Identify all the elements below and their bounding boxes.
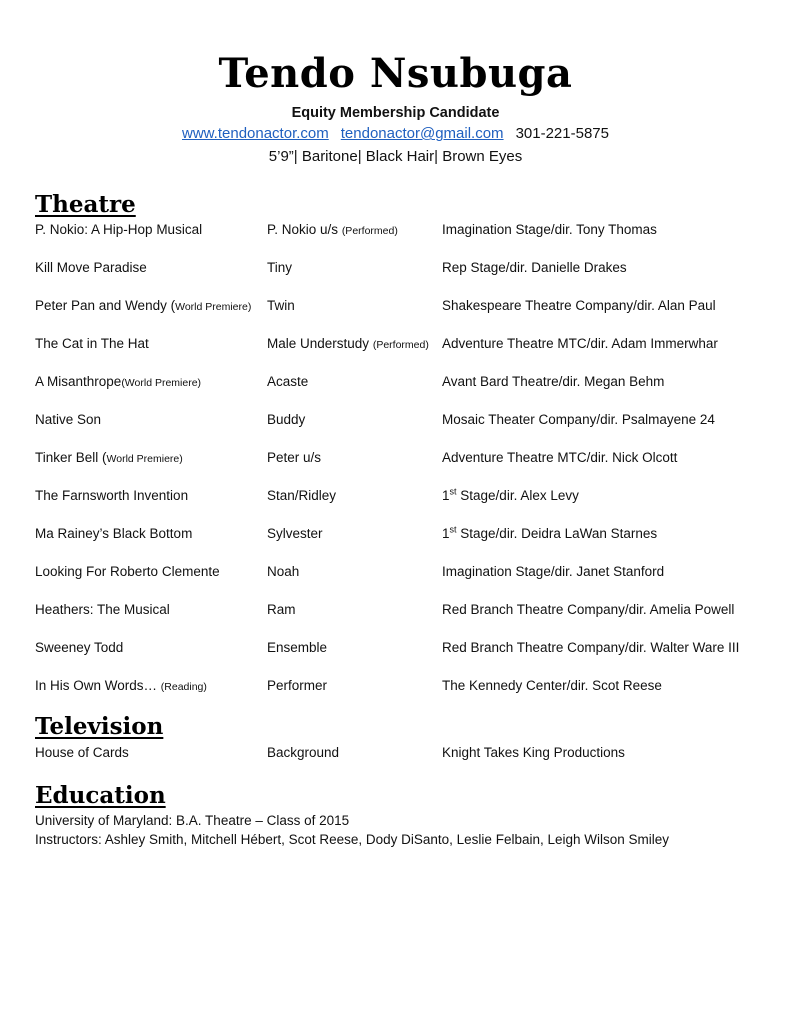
actor-name: Tendo Nsubuga: [218, 50, 573, 97]
show-name: The Farnsworth Invention: [35, 488, 189, 503]
role-name: Twin: [267, 298, 295, 313]
education-degree: University of Maryland: B.A. Theatre – Class of 2015: [35, 813, 350, 828]
venue: [442, 600, 734, 620]
role-name: Buddy: [267, 412, 306, 427]
role-note: (Performed): [341, 225, 398, 237]
phone-number: 301-221-5875: [515, 125, 609, 142]
venue-name: Avant Bard Theatre/dir. Megan Behm: [442, 374, 665, 389]
credit-row: [0, 372, 791, 392]
show-title: [35, 448, 183, 469]
venue: Knight Takes King Productions: [442, 745, 625, 760]
credit-row: [0, 296, 791, 316]
show-title: [35, 676, 207, 697]
venue-name: Stage/dir. Deidra LaWan Starnes: [456, 526, 658, 541]
credit-row: [0, 486, 791, 506]
television-heading: Television: [35, 713, 164, 740]
venue-name: Adventure Theatre MTC/dir. Adam Immerwhar: [442, 336, 718, 351]
show-note: (Reading): [160, 681, 207, 693]
physical-stats: 5’9”| Baritone| Black Hair| Brown Eyes: [268, 148, 523, 165]
show-name: Heathers: The Musical: [35, 602, 170, 617]
show-title: [35, 334, 149, 355]
venue-name: Imagination Stage/dir. Tony Thomas: [442, 222, 657, 237]
show-name: In His Own Words…: [35, 678, 161, 693]
venue: [442, 372, 664, 392]
credit-row: [0, 676, 791, 696]
theatre-heading: Theatre: [35, 191, 136, 218]
role: [267, 220, 398, 241]
education-heading: Education: [35, 782, 166, 809]
venue-name: Rep Stage/dir. Danielle Drakes: [442, 260, 627, 275]
credit-row: [0, 220, 791, 240]
credit-row: [0, 410, 791, 430]
role: [267, 562, 299, 582]
role: [267, 410, 305, 430]
role: [267, 676, 327, 696]
show-name: Native Son: [35, 412, 102, 427]
role: [267, 334, 429, 355]
credit-row: [0, 448, 791, 468]
role-name: Sylvester: [267, 526, 323, 541]
credit-row: [0, 600, 791, 620]
show-name: Looking For Roberto Clemente: [35, 564, 220, 579]
venue: [442, 258, 627, 278]
show-note: World Premiere): [106, 453, 183, 465]
show-name: Ma Rainey’s Black Bottom: [35, 526, 193, 541]
show-title: [35, 220, 202, 241]
venue: [442, 448, 677, 468]
role: [267, 372, 308, 392]
show-name: Peter Pan and Wendy (: [35, 298, 176, 313]
venue-ordinal: 1: [442, 526, 450, 541]
show-title: [35, 600, 170, 621]
membership-status: Equity Membership Candidate: [291, 105, 500, 121]
role-name: Acaste: [267, 374, 309, 389]
venue: [442, 296, 716, 316]
role: [267, 448, 321, 468]
show-name: The Cat in The Hat: [35, 336, 149, 351]
role: [267, 524, 323, 544]
show-note: World Premiere): [175, 301, 252, 313]
venue: [442, 410, 715, 430]
role-name: Ensemble: [267, 640, 328, 655]
venue: [442, 524, 657, 544]
show-title: [35, 486, 188, 507]
show-title: [35, 258, 147, 279]
role: [267, 258, 292, 278]
show-name: Kill Move Paradise: [35, 260, 147, 275]
role-name: Performer: [267, 678, 328, 693]
email-link[interactable]: tendonactor@gmail.com: [340, 125, 504, 142]
show-name: Sweeney Todd: [35, 640, 124, 655]
credit-row: [0, 743, 791, 763]
role: [267, 486, 336, 506]
show-name: Tinker Bell (: [35, 450, 107, 465]
venue-ordinal-suffix: st: [449, 486, 457, 497]
website-link[interactable]: www.tendonactor.com: [182, 125, 329, 142]
venue: [442, 220, 657, 240]
venue: [442, 638, 739, 658]
venue-name: Red Branch Theatre Company/dir. Amelia Powell: [442, 602, 735, 617]
show-name: P. Nokio: A Hip-Hop Musical: [35, 222, 203, 237]
venue-name: Mosaic Theater Company/dir. Psalmayene 24: [442, 412, 715, 427]
credit-row: [0, 524, 791, 544]
venue-ordinal: 1: [442, 488, 450, 503]
credit-row: [0, 562, 791, 582]
venue-name: Red Branch Theatre Company/dir. Walter Ware III: [442, 640, 740, 655]
role-name: Stan/Ridley: [267, 488, 337, 503]
venue-name: The Kennedy Center/dir. Scot Reese: [442, 678, 662, 693]
role-name: P. Nokio u/s: [267, 222, 339, 237]
show-title: [35, 372, 201, 393]
venue-name: Imagination Stage/dir. Janet Stanford: [442, 564, 665, 579]
role-name: Peter u/s: [267, 450, 322, 465]
venue-name: Shakespeare Theatre Company/dir. Alan Paul: [442, 298, 716, 313]
role: [267, 638, 327, 658]
contact-line: [0, 124, 791, 144]
venue: [442, 334, 718, 354]
show-title: [35, 296, 251, 317]
role-note: (Performed): [372, 339, 429, 351]
role-name: Tiny: [267, 260, 293, 275]
role-name: Male Understudy: [267, 336, 370, 351]
show-title: House of Cards: [35, 745, 129, 760]
venue: [442, 562, 664, 582]
role-name: Noah: [267, 564, 300, 579]
role: [267, 600, 296, 620]
credit-row: [0, 258, 791, 278]
credit-row: [0, 638, 791, 658]
venue: [442, 486, 579, 506]
show-title: [35, 562, 220, 583]
credit-row: [0, 334, 791, 354]
venue-name: Stage/dir. Alex Levy: [456, 488, 579, 503]
role-name: Ram: [267, 602, 296, 617]
education-instructors: Instructors: Ashley Smith, Mitchell Hébert, Scot Reese, Dody DiSanto, Leslie Felbain, Leigh Wilson Smiley: [35, 832, 670, 847]
venue-name: Adventure Theatre MTC/dir. Nick Olcott: [442, 450, 678, 465]
show-title: [35, 410, 101, 431]
show-title: [35, 638, 123, 659]
role: Background: [267, 745, 340, 760]
show-title: [35, 524, 192, 545]
show-name: A Misanthrope: [35, 374, 122, 389]
role: [267, 296, 295, 316]
venue-ordinal-suffix: st: [449, 524, 457, 535]
venue: [442, 676, 662, 696]
show-note: (World Premiere): [121, 377, 202, 389]
